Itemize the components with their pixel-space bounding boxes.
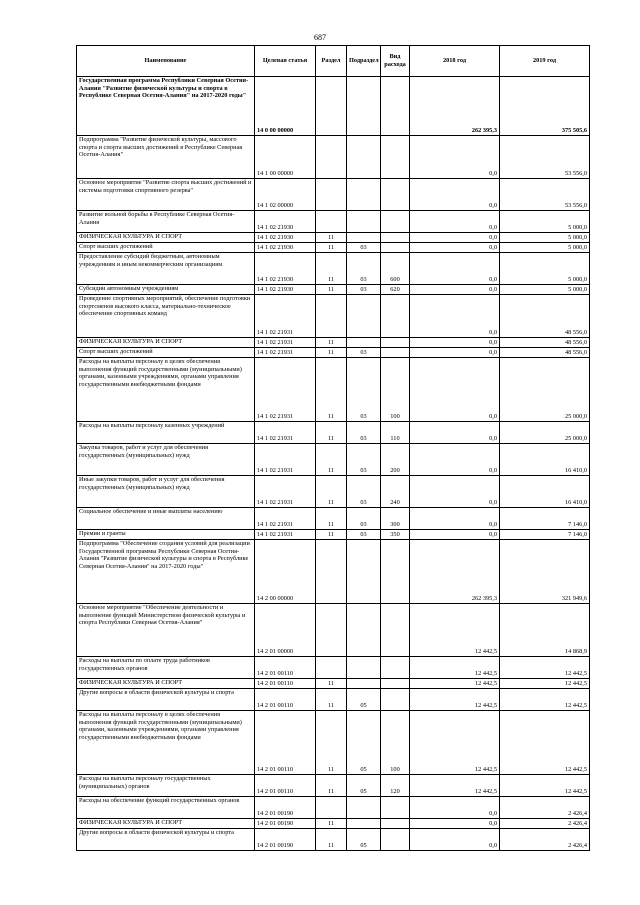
row-2019-cell: 14 868,9 <box>500 604 590 657</box>
row-target-cell: 14 2 01 00190 <box>255 829 316 851</box>
row-name-text: Расходы на выплаты персоналу в целях обеспечения выполнения функций государственными (муниципальными) органами, казенными учреждениями, органами управления государственными внебюджетными фондами <box>79 711 242 742</box>
row-expense-cell: 110 <box>381 422 410 444</box>
row-expense-cell <box>381 295 410 338</box>
table-row <box>77 689 590 711</box>
row-target-cell: 14 1 02 00000 <box>255 179 316 211</box>
row-expense-cell <box>381 657 410 679</box>
row-section-cell <box>316 540 347 604</box>
row-target-cell: 14 2 01 00190 <box>255 819 316 829</box>
header-target: Целевая статья <box>255 46 316 77</box>
row-name-text: ФИЗИЧЕСКАЯ КУЛЬТУРА И СПОРТ <box>79 819 183 826</box>
row-target-cell: 14 2 01 00190 <box>255 797 316 819</box>
row-name-cell <box>77 285 255 295</box>
row-name-cell <box>77 711 255 775</box>
row-name-text: Проведение спортивных мероприятий, обеспечение подготовки спортсменов высокого класса, материально-техническое обеспечение спортивных команд <box>79 295 251 318</box>
row-section-cell: 11 <box>316 819 347 829</box>
row-name-text: Расходы на выплаты персоналу государственных (муниципальных) органов <box>79 775 211 790</box>
row-expense-cell <box>381 540 410 604</box>
row-name-cell <box>77 775 255 797</box>
row-name-cell <box>77 243 255 253</box>
row-2018-cell: 12 442,5 <box>410 657 500 679</box>
row-subsection-cell: 05 <box>347 829 381 851</box>
table-row <box>77 508 590 530</box>
header-row <box>77 46 590 77</box>
row-name-cell <box>77 444 255 476</box>
row-2018-cell: 0,0 <box>410 348 500 358</box>
row-expense-cell: 200 <box>381 444 410 476</box>
row-name-cell <box>77 338 255 348</box>
row-subsection-cell: 03 <box>347 358 381 422</box>
row-name-cell <box>77 295 255 338</box>
row-name-text: Расходы на обеспечение функций государственных органов <box>79 797 240 804</box>
row-name-cell <box>77 797 255 819</box>
row-name-cell <box>77 530 255 540</box>
row-2019-cell: 5 000,0 <box>500 285 590 295</box>
table-row <box>77 295 590 338</box>
row-name-cell <box>77 179 255 211</box>
table-row <box>77 348 590 358</box>
row-2018-cell: 0,0 <box>410 444 500 476</box>
row-2018-cell: 0,0 <box>410 829 500 851</box>
row-name-text: Основное мероприятие "Обеспечение деятельности и выполнение функций Министерством физической культуры и спорта Республики Северная Осетия-Алания" <box>79 604 246 627</box>
row-subsection-cell <box>347 797 381 819</box>
row-section-cell: 11 <box>316 508 347 530</box>
row-section-cell: 11 <box>316 348 347 358</box>
row-expense-cell: 350 <box>381 530 410 540</box>
row-section-cell <box>316 211 347 233</box>
row-target-cell: 14 1 02 21930 <box>255 285 316 295</box>
row-section-cell: 11 <box>316 285 347 295</box>
row-subsection-cell <box>347 136 381 179</box>
row-subsection-cell <box>347 233 381 243</box>
table-row <box>77 422 590 444</box>
row-2019-cell: 7 146,0 <box>500 530 590 540</box>
row-name-cell <box>77 508 255 530</box>
row-target-cell: 14 2 01 00110 <box>255 657 316 679</box>
row-section-cell <box>316 604 347 657</box>
row-name-text: Субсидии автономным учреждениям <box>79 285 179 292</box>
row-name-text: Предоставление субсидий бюджетным, автономным учреждениям и иным некоммерческим организациям <box>79 253 223 268</box>
row-section-cell <box>316 295 347 338</box>
row-section-cell: 11 <box>316 358 347 422</box>
row-2018-cell: 262 395,3 <box>410 540 500 604</box>
row-name-text: Расходы на выплаты персоналу казенных учреждений <box>79 422 225 429</box>
row-name-text: Подпрограмма "Обеспечение создания условий для реализации Государственной программы Республики Северная Осетия-Алания "Развитие физической культуры и спорта в Республике Северная Осетия-Алания" на 2017-2020 годы" <box>79 540 250 571</box>
row-expense-cell <box>381 348 410 358</box>
row-section-cell <box>316 77 347 136</box>
row-target-cell: 14 2 01 00110 <box>255 711 316 775</box>
row-2019-cell: 5 000,0 <box>500 233 590 243</box>
table-row <box>77 211 590 233</box>
row-section-cell: 11 <box>316 422 347 444</box>
row-target-cell: 14 1 02 21930 <box>255 253 316 285</box>
table-row <box>77 604 590 657</box>
row-section-cell: 11 <box>316 829 347 851</box>
row-section-cell: 11 <box>316 530 347 540</box>
row-name-cell <box>77 253 255 285</box>
row-2018-cell: 0,0 <box>410 179 500 211</box>
row-2018-cell: 0,0 <box>410 295 500 338</box>
row-section-cell <box>316 657 347 679</box>
table-row <box>77 253 590 285</box>
row-name-text: Спорт высших достижений <box>79 243 153 250</box>
table-row <box>77 338 590 348</box>
row-subsection-cell <box>347 211 381 233</box>
row-expense-cell: 100 <box>381 711 410 775</box>
row-expense-cell <box>381 243 410 253</box>
table-row <box>77 77 590 136</box>
row-2018-cell: 0,0 <box>410 211 500 233</box>
row-target-cell: 14 1 02 21931 <box>255 348 316 358</box>
row-2018-cell: 0,0 <box>410 476 500 508</box>
row-section-cell: 11 <box>316 775 347 797</box>
row-expense-cell <box>381 77 410 136</box>
row-2019-cell: 16 410,0 <box>500 476 590 508</box>
row-subsection-cell: 03 <box>347 285 381 295</box>
row-name-text: Другие вопросы в области физической культуры и спорта <box>79 829 234 836</box>
row-target-cell: 14 2 01 00110 <box>255 679 316 689</box>
row-expense-cell <box>381 819 410 829</box>
row-section-cell <box>316 179 347 211</box>
row-expense-cell <box>381 797 410 819</box>
row-2018-cell: 0,0 <box>410 358 500 422</box>
row-2019-cell: 53 556,0 <box>500 179 590 211</box>
row-target-cell: 14 1 02 21931 <box>255 508 316 530</box>
row-2018-cell: 0,0 <box>410 530 500 540</box>
row-target-cell: 14 1 02 21931 <box>255 338 316 348</box>
row-section-cell: 11 <box>316 476 347 508</box>
row-name-cell <box>77 136 255 179</box>
table-row <box>77 797 590 819</box>
row-2019-cell: 25 000,0 <box>500 422 590 444</box>
row-expense-cell <box>381 829 410 851</box>
row-2018-cell: 12 442,5 <box>410 711 500 775</box>
header-2019: 2019 год <box>500 46 590 77</box>
row-name-cell <box>77 77 255 136</box>
row-name-text: Другие вопросы в области физической культуры и спорта <box>79 689 234 696</box>
row-2019-cell: 5 000,0 <box>500 243 590 253</box>
row-subsection-cell <box>347 604 381 657</box>
row-2019-cell: 2 426,4 <box>500 797 590 819</box>
row-name-cell <box>77 540 255 604</box>
row-expense-cell <box>381 689 410 711</box>
table-row <box>77 444 590 476</box>
row-name-text: Подпрограмма "Развитие физической культуры, массового спорта и спорта высших достижений в Республике Северная Осетия-Алания" <box>79 136 243 159</box>
row-name-text: Государственная программа Республики Северная Осетия-Алания "Развитие физической культуры и спорта в Республике Северная Осетия-Алания" на 2017-2020 годы" <box>79 77 249 100</box>
table-body <box>77 77 590 851</box>
row-expense-cell: 300 <box>381 508 410 530</box>
row-2018-cell: 0,0 <box>410 797 500 819</box>
header-subsection: Подраздел <box>347 46 381 77</box>
row-subsection-cell <box>347 679 381 689</box>
budget-table <box>76 45 590 851</box>
row-2019-cell: 48 556,0 <box>500 348 590 358</box>
row-subsection-cell <box>347 179 381 211</box>
row-expense-cell <box>381 179 410 211</box>
table-row <box>77 711 590 775</box>
row-name-cell <box>77 689 255 711</box>
row-subsection-cell: 03 <box>347 508 381 530</box>
row-2019-cell: 16 410,0 <box>500 444 590 476</box>
row-target-cell: 14 1 02 21931 <box>255 476 316 508</box>
row-2018-cell: 12 442,5 <box>410 604 500 657</box>
row-2019-cell: 12 442,5 <box>500 657 590 679</box>
row-section-cell: 11 <box>316 243 347 253</box>
row-subsection-cell <box>347 819 381 829</box>
row-expense-cell <box>381 338 410 348</box>
row-subsection-cell: 03 <box>347 253 381 285</box>
row-2019-cell: 12 442,5 <box>500 689 590 711</box>
row-name-text: Расходы на выплаты по оплате труда работников государственных органов <box>79 657 210 672</box>
row-subsection-cell: 03 <box>347 243 381 253</box>
row-target-cell: 14 1 00 00000 <box>255 136 316 179</box>
row-target-cell: 14 1 02 21931 <box>255 295 316 338</box>
row-subsection-cell: 03 <box>347 422 381 444</box>
table-row <box>77 775 590 797</box>
table-row <box>77 530 590 540</box>
row-expense-cell: 240 <box>381 476 410 508</box>
row-name-text: Развитие вольной борьбы в Республике Северная Осетия-Алания <box>79 211 235 226</box>
row-section-cell <box>316 797 347 819</box>
row-2019-cell: 7 146,0 <box>500 508 590 530</box>
row-subsection-cell: 03 <box>347 444 381 476</box>
row-name-text: ФИЗИЧЕСКАЯ КУЛЬТУРА И СПОРТ <box>79 679 183 686</box>
row-2019-cell: 2 426,4 <box>500 829 590 851</box>
row-subsection-cell <box>347 338 381 348</box>
row-2019-cell: 48 556,0 <box>500 295 590 338</box>
row-section-cell <box>316 136 347 179</box>
row-expense-cell <box>381 233 410 243</box>
row-name-cell <box>77 819 255 829</box>
row-section-cell: 11 <box>316 679 347 689</box>
row-2018-cell: 12 442,5 <box>410 679 500 689</box>
row-target-cell: 14 1 02 21931 <box>255 530 316 540</box>
table-row <box>77 243 590 253</box>
row-section-cell: 11 <box>316 253 347 285</box>
row-expense-cell: 120 <box>381 775 410 797</box>
row-2019-cell: 375 505,6 <box>500 77 590 136</box>
table-row <box>77 179 590 211</box>
row-name-cell <box>77 211 255 233</box>
row-2018-cell: 0,0 <box>410 819 500 829</box>
row-2019-cell: 5 000,0 <box>500 253 590 285</box>
row-2019-cell: 12 442,5 <box>500 679 590 689</box>
row-target-cell: 14 1 02 21931 <box>255 444 316 476</box>
row-2019-cell: 5 000,0 <box>500 211 590 233</box>
row-name-cell <box>77 476 255 508</box>
row-2018-cell: 0,0 <box>410 338 500 348</box>
row-2019-cell: 12 442,5 <box>500 711 590 775</box>
table-row <box>77 540 590 604</box>
row-target-cell: 14 1 02 21931 <box>255 422 316 444</box>
row-name-text: Премии и гранты <box>79 530 126 537</box>
row-target-cell: 14 1 02 21930 <box>255 243 316 253</box>
row-target-cell: 14 2 01 00110 <box>255 775 316 797</box>
row-section-cell: 11 <box>316 338 347 348</box>
row-section-cell: 11 <box>316 711 347 775</box>
row-name-cell <box>77 358 255 422</box>
row-subsection-cell: 05 <box>347 775 381 797</box>
row-2019-cell: 2 426,4 <box>500 819 590 829</box>
row-2018-cell: 0,0 <box>410 243 500 253</box>
table-row <box>77 358 590 422</box>
row-2018-cell: 0,0 <box>410 136 500 179</box>
row-section-cell: 11 <box>316 233 347 243</box>
table-row <box>77 829 590 851</box>
row-target-cell: 14 1 02 21931 <box>255 358 316 422</box>
row-name-text: Расходы на выплаты персоналу в целях обеспечения выполнения функций государственными (муниципальными) органами, казенными учреждениями, органами управления государственными внебюджетными фондами <box>79 358 242 389</box>
row-name-text: ФИЗИЧЕСКАЯ КУЛЬТУРА И СПОРТ <box>79 338 183 345</box>
row-expense-cell <box>381 136 410 179</box>
row-subsection-cell <box>347 657 381 679</box>
row-2018-cell: 0,0 <box>410 253 500 285</box>
row-name-text: Закупка товаров, работ и услуг для обеспечения государственных (муниципальных) нужд <box>79 444 209 459</box>
row-name-text: Спорт высших достижений <box>79 348 153 355</box>
row-expense-cell: 620 <box>381 285 410 295</box>
table-row <box>77 657 590 679</box>
row-2018-cell: 12 442,5 <box>410 775 500 797</box>
table-row <box>77 285 590 295</box>
row-expense-cell <box>381 211 410 233</box>
row-subsection-cell: 05 <box>347 689 381 711</box>
row-expense-cell: 100 <box>381 358 410 422</box>
row-name-cell <box>77 679 255 689</box>
row-2018-cell: 12 442,5 <box>410 689 500 711</box>
row-subsection-cell: 05 <box>347 711 381 775</box>
row-target-cell: 14 0 00 00000 <box>255 77 316 136</box>
table-row <box>77 233 590 243</box>
row-2018-cell: 0,0 <box>410 233 500 243</box>
row-subsection-cell <box>347 295 381 338</box>
header-name: Наименование <box>77 46 255 77</box>
row-2018-cell: 262 395,3 <box>410 77 500 136</box>
row-subsection-cell: 03 <box>347 348 381 358</box>
row-name-text: Иные закупки товаров, работ и услуг для обеспечения государственных (муниципальных) нужд <box>79 476 225 491</box>
row-target-cell: 14 1 02 21930 <box>255 211 316 233</box>
row-name-cell <box>77 604 255 657</box>
row-2019-cell: 12 442,5 <box>500 775 590 797</box>
row-2019-cell: 53 556,0 <box>500 136 590 179</box>
table-row <box>77 476 590 508</box>
row-name-cell <box>77 233 255 243</box>
row-target-cell: 14 1 02 21930 <box>255 233 316 243</box>
row-target-cell: 14 2 01 00110 <box>255 689 316 711</box>
row-name-text: Социальное обеспечение и иные выплаты населению <box>79 508 223 515</box>
row-2018-cell: 0,0 <box>410 508 500 530</box>
header-2018: 2018 год <box>410 46 500 77</box>
row-expense-cell <box>381 679 410 689</box>
row-subsection-cell: 03 <box>347 530 381 540</box>
table-row <box>77 679 590 689</box>
row-target-cell: 14 2 00 00000 <box>255 540 316 604</box>
row-subsection-cell <box>347 77 381 136</box>
page-number: 687 <box>314 33 326 42</box>
row-name-cell <box>77 422 255 444</box>
header-expense: Вид расхода <box>381 46 410 77</box>
row-2018-cell: 0,0 <box>410 422 500 444</box>
row-2019-cell: 48 556,0 <box>500 338 590 348</box>
row-2019-cell: 321 949,6 <box>500 540 590 604</box>
row-target-cell: 14 2 01 00000 <box>255 604 316 657</box>
row-name-text: Основное мероприятие "Развитие спорта высших достижений и системы подготовки спортивного резерва" <box>79 179 252 194</box>
row-section-cell: 11 <box>316 689 347 711</box>
row-subsection-cell: 03 <box>347 476 381 508</box>
row-section-cell: 11 <box>316 444 347 476</box>
row-name-cell <box>77 829 255 851</box>
row-name-cell <box>77 657 255 679</box>
table-row <box>77 136 590 179</box>
header-section: Раздел <box>316 46 347 77</box>
row-name-text: ФИЗИЧЕСКАЯ КУЛЬТУРА И СПОРТ <box>79 233 183 240</box>
row-expense-cell: 600 <box>381 253 410 285</box>
row-2018-cell: 0,0 <box>410 285 500 295</box>
row-name-cell <box>77 348 255 358</box>
table-row <box>77 819 590 829</box>
row-expense-cell <box>381 604 410 657</box>
row-subsection-cell <box>347 540 381 604</box>
row-2019-cell: 25 000,0 <box>500 358 590 422</box>
